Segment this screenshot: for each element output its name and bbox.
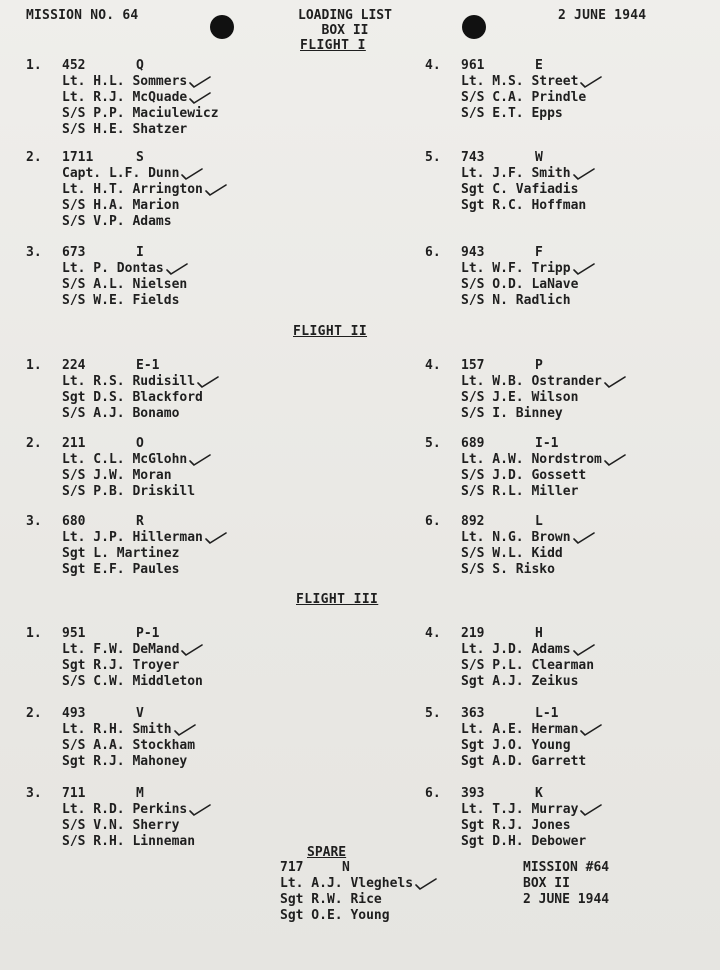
checkmark-icon	[181, 168, 203, 180]
crew-member	[461, 674, 595, 690]
crew-member	[461, 406, 626, 422]
crew-members	[62, 722, 196, 770]
crew-member-name: Sgt R.J. Mahoney	[62, 754, 188, 769]
crew-position-number: 4.	[425, 58, 441, 73]
crew-member-name: Lt. A.E. Herman	[461, 722, 579, 737]
aircraft-number: 892	[461, 514, 485, 529]
crew-position-number: 3.	[26, 514, 42, 529]
crew-member	[62, 642, 203, 658]
crew-member-name: S/S O.D. LaNave	[461, 277, 579, 292]
title-box: BOX II	[321, 23, 369, 38]
aircraft-letter: F	[535, 245, 543, 260]
aircraft-header	[62, 358, 159, 374]
crew-member	[62, 562, 227, 578]
crew-member-name: Lt. C.L. McGlohn	[62, 452, 188, 467]
crew-member	[461, 374, 626, 390]
checkmark-icon	[205, 532, 227, 544]
crew-member	[461, 261, 595, 277]
crew-member-name: S/S E.T. Epps	[461, 106, 563, 121]
crew-position-number: 2.	[26, 436, 42, 451]
checkmark-icon	[604, 376, 626, 388]
crew-member-name: Lt. W.B. Ostrander	[461, 374, 602, 389]
crew-member	[461, 754, 602, 770]
aircraft-header	[461, 514, 543, 530]
checkmark-icon	[197, 376, 219, 388]
crew-member	[461, 198, 595, 214]
crew-member-name: S/S A.A. Stockham	[62, 738, 196, 753]
crew-member-name: Lt. F.W. DeMand	[62, 642, 180, 657]
crew-member-name: S/S C.A. Prindle	[461, 90, 587, 105]
spare-title: SPARE	[307, 845, 347, 860]
aircraft-number: 743	[461, 150, 485, 165]
crew-member	[461, 182, 595, 198]
checkmark-icon	[189, 92, 211, 104]
title-block	[280, 8, 410, 38]
flight-3-title: FLIGHT III	[296, 592, 379, 607]
checkmark-icon	[580, 724, 602, 736]
crew-member-name: S/S C.W. Middleton	[62, 674, 203, 689]
crew-position-number: 5.	[425, 436, 441, 451]
aircraft-number: 689	[461, 436, 485, 451]
aircraft-header	[461, 150, 543, 166]
crew-member-name: Lt. R.D. Perkins	[62, 802, 188, 817]
aircraft-number: 1711	[62, 150, 94, 165]
crew-member-name: S/S A.J. Bonamo	[62, 406, 180, 421]
crew-member-name: Sgt D.H. Debower	[461, 834, 587, 849]
crew-member	[62, 122, 219, 138]
crew-member-name: Sgt O.E. Young	[280, 908, 390, 923]
crew-member-name: S/S V.N. Sherry	[62, 818, 180, 833]
aircraft-letter: H	[535, 626, 543, 641]
crew-member-name: Lt. P. Dontas	[62, 261, 164, 276]
flight-2-title: FLIGHT II	[293, 324, 368, 339]
crew-members	[461, 452, 626, 500]
crew-members	[461, 261, 595, 309]
crew-position-number: 3.	[26, 245, 42, 260]
crew-member-name: S/S V.P. Adams	[62, 214, 172, 229]
crew-member	[461, 818, 602, 834]
crew-members	[62, 530, 227, 578]
crew-member-name: S/S R.H. Linneman	[62, 834, 196, 849]
checkmark-icon	[573, 532, 595, 544]
aircraft-letter: P-1	[136, 626, 160, 641]
crew-member	[62, 182, 227, 198]
aircraft-letter: V	[136, 706, 144, 721]
crew-members	[62, 642, 203, 690]
crew-position-number: 1.	[26, 358, 42, 373]
aircraft-letter: L-1	[535, 706, 559, 721]
crew-member	[62, 74, 219, 90]
crew-member-name: S/S S. Risko	[461, 562, 555, 577]
crew-members	[62, 802, 211, 850]
crew-position-number: 4.	[425, 358, 441, 373]
crew-member-name: S/S P.P. Maciulewicz	[62, 106, 219, 121]
crew-members	[461, 74, 602, 122]
crew-position-number: 2.	[26, 150, 42, 165]
footer-date: 2 JUNE 1944	[523, 892, 610, 907]
crew-member-name: S/S P.B. Driskill	[62, 484, 196, 499]
crew-position-number: 1.	[26, 626, 42, 641]
crew-position-number: 5.	[425, 706, 441, 721]
crew-member-name: S/S J.D. Gossett	[461, 468, 587, 483]
crew-member-name: Lt. R.S. Rudisill	[62, 374, 196, 389]
crew-member	[461, 642, 595, 658]
crew-member	[62, 530, 227, 546]
crew-member-name: S/S J.E. Wilson	[461, 390, 579, 405]
aircraft-letter: Q	[136, 58, 144, 73]
crew-member	[62, 214, 227, 230]
crew-members	[461, 802, 602, 850]
aircraft-letter: E-1	[136, 358, 160, 373]
crew-member	[461, 90, 602, 106]
mission-number: MISSION NO. 64	[26, 8, 139, 23]
spare-crew	[280, 860, 437, 924]
crew-member-name: Lt. J.P. Hillerman	[62, 530, 203, 545]
crew-members	[461, 722, 602, 770]
crew-member-name: Sgt R.J. Troyer	[62, 658, 180, 673]
crew-member	[461, 802, 602, 818]
crew-member	[461, 74, 602, 90]
crew-member	[461, 546, 595, 562]
crew-member-name: Lt. A.J. Vleghels	[280, 876, 414, 891]
crew-member	[62, 754, 196, 770]
aircraft-number: 943	[461, 245, 485, 260]
aircraft-letter: O	[136, 436, 144, 451]
checkmark-icon	[573, 263, 595, 275]
crew-member	[461, 484, 626, 500]
crew-members	[461, 166, 595, 214]
aircraft-number: 673	[62, 245, 86, 260]
spare-aircraft-letter: N	[342, 860, 350, 875]
aircraft-header	[461, 58, 543, 74]
footer-mission: MISSION #64	[523, 860, 610, 875]
aircraft-number: 224	[62, 358, 86, 373]
aircraft-number: 157	[461, 358, 485, 373]
crew-member-name: S/S R.L. Miller	[461, 484, 579, 499]
spare-aircraft-number: 717	[280, 860, 304, 875]
spare-crew-header	[280, 860, 437, 876]
checkmark-icon	[189, 76, 211, 88]
aircraft-letter: K	[535, 786, 543, 801]
crew-member-name: S/S N. Radlich	[461, 293, 571, 308]
aircraft-letter: L	[535, 514, 543, 529]
aircraft-letter: W	[535, 150, 543, 165]
crew-member	[62, 658, 203, 674]
crew-member	[461, 738, 602, 754]
crew-member	[62, 90, 219, 106]
crew-member-name: Lt. J.D. Adams	[461, 642, 571, 657]
aircraft-number: 211	[62, 436, 86, 451]
crew-member	[62, 468, 211, 484]
punch-hole-left	[210, 15, 234, 39]
aircraft-header	[62, 626, 159, 642]
aircraft-number: 363	[461, 706, 485, 721]
aircraft-number: 711	[62, 786, 86, 801]
aircraft-letter: P	[535, 358, 543, 373]
aircraft-header	[62, 150, 144, 166]
aircraft-letter: S	[136, 150, 144, 165]
crew-position-number: 6.	[425, 514, 441, 529]
crew-member-name: Lt. W.F. Tripp	[461, 261, 571, 276]
crew-member-name: S/S H.A. Marion	[62, 198, 180, 213]
crew-member	[280, 908, 437, 924]
crew-member-name: S/S W.E. Fields	[62, 293, 180, 308]
crew-member	[62, 374, 219, 390]
crew-member-name: S/S H.E. Shatzer	[62, 122, 188, 137]
crew-member-name: Lt. N.G. Brown	[461, 530, 571, 545]
aircraft-letter: R	[136, 514, 144, 529]
checkmark-icon	[205, 184, 227, 196]
aircraft-letter: E	[535, 58, 543, 73]
aircraft-letter: I	[136, 245, 144, 260]
aircraft-number: 393	[461, 786, 485, 801]
crew-member	[461, 722, 602, 738]
crew-member-name: S/S P.L. Clearman	[461, 658, 595, 673]
checkmark-icon	[189, 454, 211, 466]
spare-crew-members	[280, 876, 437, 924]
checkmark-icon	[181, 644, 203, 656]
crew-member-name: Sgt C. Vafiadis	[461, 182, 579, 197]
crew-member	[461, 468, 626, 484]
crew-member	[62, 738, 196, 754]
aircraft-header	[461, 786, 543, 802]
crew-member	[62, 834, 211, 850]
crew-member-name: S/S W.L. Kidd	[461, 546, 563, 561]
aircraft-number: 961	[461, 58, 485, 73]
crew-member-name: Lt. R.H. Smith	[62, 722, 172, 737]
aircraft-header	[62, 706, 144, 722]
aircraft-header	[461, 626, 543, 642]
crew-member	[461, 166, 595, 182]
crew-member	[461, 293, 595, 309]
crew-member-name: S/S J.W. Moran	[62, 468, 172, 483]
crew-member	[62, 261, 188, 277]
crew-member	[62, 802, 211, 818]
crew-member-name: S/S I. Binney	[461, 406, 563, 421]
aircraft-number: 951	[62, 626, 86, 641]
crew-members	[62, 74, 219, 138]
crew-member	[62, 198, 227, 214]
crew-position-number: 6.	[425, 245, 441, 260]
punch-hole-right	[462, 15, 486, 39]
crew-member	[461, 834, 602, 850]
aircraft-header	[461, 245, 543, 261]
crew-position-number: 2.	[26, 706, 42, 721]
crew-member	[62, 166, 227, 182]
crew-member-name: Lt. M.S. Street	[461, 74, 579, 89]
crew-member-name: Lt. H.T. Arrington	[62, 182, 203, 197]
crew-member	[461, 452, 626, 468]
aircraft-header	[461, 706, 558, 722]
checkmark-icon	[415, 878, 437, 890]
crew-member	[62, 452, 211, 468]
aircraft-header	[461, 358, 543, 374]
crew-position-number: 3.	[26, 786, 42, 801]
crew-position-number: 1.	[26, 58, 42, 73]
crew-position-number: 6.	[425, 786, 441, 801]
crew-member-name: Capt. L.F. Dunn	[62, 166, 180, 181]
checkmark-icon	[580, 76, 602, 88]
crew-position-number: 5.	[425, 150, 441, 165]
crew-member-name: Lt. J.F. Smith	[461, 166, 571, 181]
aircraft-header	[62, 514, 144, 530]
aircraft-header	[62, 786, 144, 802]
crew-members	[461, 642, 595, 690]
checkmark-icon	[174, 724, 196, 736]
crew-member-name: Sgt A.D. Garrett	[461, 754, 587, 769]
aircraft-number: 452	[62, 58, 86, 73]
aircraft-number: 219	[461, 626, 485, 641]
checkmark-icon	[580, 804, 602, 816]
crew-member-name: S/S A.L. Nielsen	[62, 277, 188, 292]
title-loading-list: LOADING LIST	[298, 8, 392, 23]
crew-position-number: 4.	[425, 626, 441, 641]
crew-member	[280, 876, 437, 892]
crew-member	[62, 484, 211, 500]
crew-member-name: Sgt R.W. Rice	[280, 892, 382, 907]
crew-member	[62, 722, 196, 738]
crew-member	[461, 390, 626, 406]
crew-member	[62, 674, 203, 690]
checkmark-icon	[573, 168, 595, 180]
crew-member	[461, 658, 595, 674]
crew-member	[461, 530, 595, 546]
crew-member	[62, 293, 188, 309]
crew-members	[62, 166, 227, 230]
crew-member-name: Lt. T.J. Murray	[461, 802, 579, 817]
flight-1-title: FLIGHT I	[300, 38, 366, 53]
crew-members	[461, 374, 626, 422]
crew-members	[62, 452, 211, 500]
aircraft-header	[62, 245, 144, 261]
crew-member-name: Sgt L. Martinez	[62, 546, 180, 561]
crew-member	[62, 277, 188, 293]
footer-box: BOX II	[523, 876, 570, 891]
crew-members	[62, 374, 219, 422]
crew-member	[62, 106, 219, 122]
aircraft-letter: M	[136, 786, 144, 801]
aircraft-header	[461, 436, 558, 452]
checkmark-icon	[604, 454, 626, 466]
crew-member	[461, 106, 602, 122]
crew-member-name: Lt. A.W. Nordstrom	[461, 452, 602, 467]
crew-member	[280, 892, 437, 908]
crew-member-name: Sgt J.O. Young	[461, 738, 571, 753]
document-date: 2 JUNE 1944	[558, 8, 647, 23]
crew-members	[62, 261, 188, 309]
crew-member-name: Lt. R.J. McQuade	[62, 90, 188, 105]
crew-member	[62, 546, 227, 562]
crew-member-name: Sgt E.F. Paules	[62, 562, 180, 577]
crew-member-name: Sgt A.J. Zeikus	[461, 674, 579, 689]
crew-member	[461, 562, 595, 578]
crew-members	[461, 530, 595, 578]
aircraft-number: 680	[62, 514, 86, 529]
checkmark-icon	[189, 804, 211, 816]
checkmark-icon	[166, 263, 188, 275]
aircraft-header	[62, 436, 144, 452]
crew-member	[62, 406, 219, 422]
crew-member	[62, 818, 211, 834]
aircraft-header	[62, 58, 144, 74]
aircraft-number: 493	[62, 706, 86, 721]
crew-member	[62, 390, 219, 406]
footer-block	[523, 860, 609, 908]
checkmark-icon	[573, 644, 595, 656]
aircraft-letter: I-1	[535, 436, 559, 451]
crew-member-name: Sgt D.S. Blackford	[62, 390, 203, 405]
crew-member	[461, 277, 595, 293]
crew-member-name: Sgt R.J. Jones	[461, 818, 571, 833]
crew-member-name: Lt. H.L. Sommers	[62, 74, 188, 89]
crew-member-name: Sgt R.C. Hoffman	[461, 198, 587, 213]
